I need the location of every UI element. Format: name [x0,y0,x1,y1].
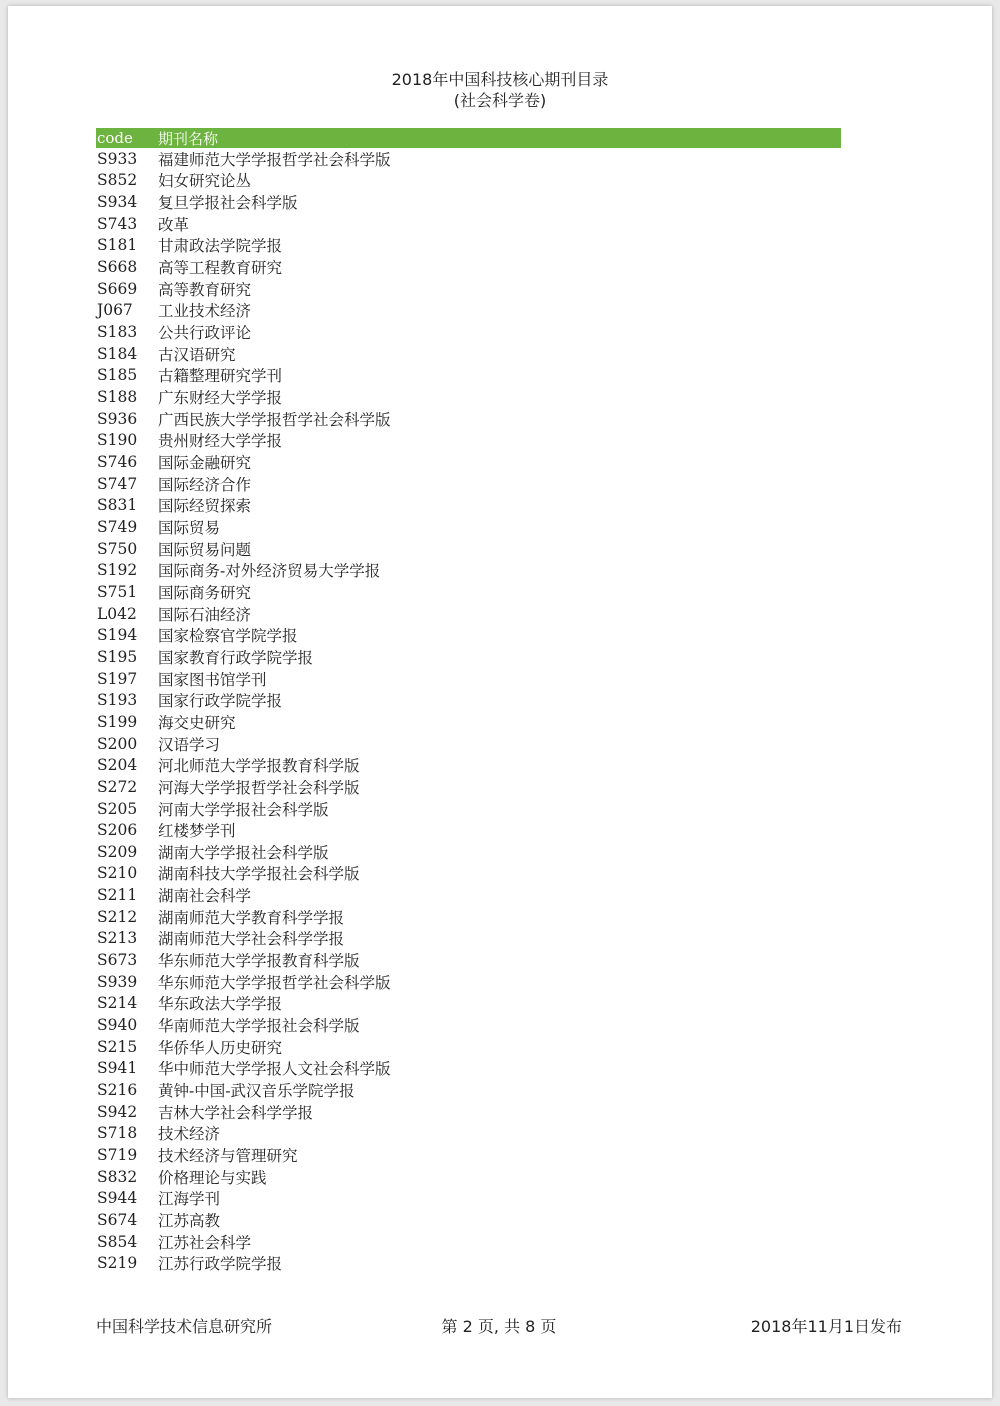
journal-code: S718 [97,1124,138,1143]
journal-name: 广东财经大学学报 [158,389,283,408]
journal-name: 国际经济合作 [158,475,252,494]
table-row [96,733,841,755]
journal-name: 复旦学报社会科学版 [158,194,298,213]
journal-name: 贵州财经大学学报 [158,432,283,451]
journal-code: S190 [97,431,138,450]
journal-name: 妇女研究论丛 [158,172,252,191]
journal-name: 湖南大学学报社会科学版 [158,843,329,862]
journal-code: S213 [97,929,138,948]
journal-code: S210 [97,864,138,883]
journal-name: 河海大学学报哲学社会科学版 [158,778,360,797]
journal-code: S193 [97,691,138,710]
journal-table [96,128,841,1274]
journal-name: 国际石油经济 [158,605,252,624]
journal-code: S197 [97,669,138,688]
journal-code: S192 [97,561,138,580]
journal-name: 湖南科技大学学报社会科学版 [158,865,360,884]
journal-code: S209 [97,842,138,861]
table-row [96,1079,841,1101]
table-row [96,1101,841,1123]
journal-name: 国际经贸探索 [158,497,252,516]
journal-code: S941 [97,1059,138,1078]
journal-code: S669 [97,279,138,298]
table-row [96,408,841,430]
journal-code: S940 [97,1016,138,1035]
journal-name: 江海学刊 [158,1190,221,1209]
table-row [96,1188,841,1210]
journal-name: 江苏行政学院学报 [158,1255,283,1274]
journal-code: S215 [97,1037,138,1056]
journal-code: S936 [97,409,138,428]
journal-name: 国际商务-对外经济贸易大学学报 [158,562,381,581]
table-row [96,1144,841,1166]
table-row [96,1123,841,1145]
table-row [96,451,841,473]
journal-code: S743 [97,214,138,233]
journal-code: S204 [97,756,138,775]
journal-name: 改革 [158,215,190,234]
table-row [96,1209,841,1231]
table-header-row [96,128,841,148]
table-row [96,300,841,322]
journal-code: S219 [97,1254,138,1273]
table-row [96,841,841,863]
journal-code: S719 [97,1146,138,1165]
journal-code: S831 [97,496,138,515]
journal-code: S674 [97,1210,138,1229]
journal-code: L042 [97,604,137,623]
table-row [96,689,841,711]
journal-name: 华中师范大学学报人文社会科学版 [158,1060,391,1079]
journal-code: S832 [97,1167,138,1186]
table-row [96,148,841,170]
table-row [96,321,841,343]
journal-name: 华东师范大学学报哲学社会科学版 [158,973,391,992]
table-row [96,1166,841,1188]
journal-name: 湖南师范大学教育科学学报 [158,908,345,927]
journal-name: 汉语学习 [158,735,221,754]
journal-name: 国际商务研究 [158,583,252,602]
journal-name: 高等教育研究 [158,280,252,299]
journal-code: S944 [97,1189,138,1208]
table-row [96,559,841,581]
journal-code: S854 [97,1232,138,1251]
journal-name: 江苏社会科学 [158,1233,252,1252]
page-footer [96,1314,902,1338]
journal-code: S216 [97,1081,138,1100]
journal-code: S212 [97,907,138,926]
footer-page-info: 第 2 页, 共 8 页 [441,1317,557,1336]
journal-code: S184 [97,344,138,363]
journal-name: 湖南师范大学社会科学学报 [158,930,345,949]
journal-code: S746 [97,453,138,472]
table-row [96,863,841,885]
table-row [96,711,841,733]
journal-code: S750 [97,539,138,558]
journal-name: 国家行政学院学报 [158,692,283,711]
table-row [96,668,841,690]
journal-name: 技术经济与管理研究 [158,1147,298,1166]
journal-name: 高等工程教育研究 [158,259,283,278]
table-row [96,1036,841,1058]
table-row [96,495,841,517]
journal-code: S934 [97,193,138,212]
journal-name: 国家教育行政学院学报 [158,648,314,667]
table-row [96,191,841,213]
journal-name: 华东政法大学学报 [158,995,283,1014]
journal-name: 河北师范大学学报教育科学版 [158,757,360,776]
journal-name: 价格理论与实践 [158,1168,267,1187]
table-row [96,776,841,798]
journal-name: 华南师范大学学报社会科学版 [158,1017,360,1036]
table-row [96,516,841,538]
journal-name: 海交史研究 [158,713,236,732]
journal-name: 技术经济 [158,1125,221,1144]
journal-name: 国际金融研究 [158,454,252,473]
table-row [96,1014,841,1036]
journal-name: 国际贸易 [158,518,221,537]
journal-name: 工业技术经济 [158,302,252,321]
table-row [96,235,841,257]
journal-code: S188 [97,388,138,407]
journal-code: S942 [97,1102,138,1121]
journal-name: 国际贸易问题 [158,540,252,559]
journal-code: S211 [97,886,138,905]
header-name: 期刊名称 [158,129,219,148]
journal-code: S939 [97,972,138,991]
journal-name: 吉林大学社会科学学报 [158,1103,314,1122]
table-row [96,278,841,300]
table-row [96,754,841,776]
table-body [96,148,841,1274]
table-row [96,473,841,495]
journal-code: S852 [97,171,138,190]
journal-name: 河南大学学报社会科学版 [158,800,329,819]
table-row [96,993,841,1015]
journal-name: 甘肃政法学院学报 [158,237,283,256]
table-row [96,906,841,928]
journal-code: S205 [97,799,138,818]
table-row [96,343,841,365]
header-code: code [97,129,133,147]
journal-name: 古汉语研究 [158,345,236,364]
journal-code: S749 [97,517,138,536]
journal-name: 古籍整理研究学刊 [158,367,283,386]
table-row [96,256,841,278]
table-row [96,884,841,906]
journal-name: 湖南社会科学 [158,887,252,906]
table-row [96,1252,841,1274]
table-row [96,213,841,235]
journal-code: S214 [97,994,138,1013]
journal-name: 福建师范大学学报哲学社会科学版 [158,150,391,169]
journal-code: S668 [97,258,138,277]
journal-name: 红楼梦学刊 [158,822,236,841]
journal-code: S183 [97,323,138,342]
journal-code: S199 [97,712,138,731]
table-row [96,581,841,603]
document-page [8,6,992,1398]
journal-code: S751 [97,582,138,601]
table-row [96,646,841,668]
table-row [96,170,841,192]
table-row [96,1231,841,1253]
journal-code: S185 [97,366,138,385]
table-row [96,798,841,820]
journal-code: S181 [97,236,138,255]
journal-code: S200 [97,734,138,753]
journal-code: S195 [97,647,138,666]
table-row [96,949,841,971]
table-row [96,971,841,993]
footer-organization: 中国科学技术信息研究所 [96,1317,273,1336]
table-row [96,603,841,625]
journal-code: S933 [97,149,138,168]
journal-code: S194 [97,626,138,645]
table-row [96,538,841,560]
journal-code: J067 [97,301,133,320]
table-row [96,430,841,452]
table-row [96,928,841,950]
journal-name: 华东师范大学学报教育科学版 [158,952,360,971]
table-row [96,624,841,646]
journal-name: 国家检察官学院学报 [158,627,298,646]
footer-publish-date: 2018年11月1日发布 [750,1317,902,1336]
table-row [96,365,841,387]
journal-name: 江苏高教 [158,1211,221,1230]
title-line-1: 2018年中国科技核心期刊目录 [391,70,609,89]
journal-name: 广西民族大学学报哲学社会科学版 [158,410,391,429]
journal-code: S673 [97,951,138,970]
journal-name: 公共行政评论 [158,324,252,343]
journal-name: 国家图书馆学刊 [158,670,267,689]
journal-name: 黄钟-中国-武汉音乐学院学报 [158,1082,355,1101]
journal-name: 华侨华人历史研究 [158,1038,283,1057]
title-line-2: (社会科学卷) [453,91,547,110]
journal-code: S206 [97,821,138,840]
document-title [8,69,992,111]
journal-code: S272 [97,777,138,796]
table-row [96,819,841,841]
journal-code: S747 [97,474,138,493]
table-row [96,1058,841,1080]
table-row [96,386,841,408]
